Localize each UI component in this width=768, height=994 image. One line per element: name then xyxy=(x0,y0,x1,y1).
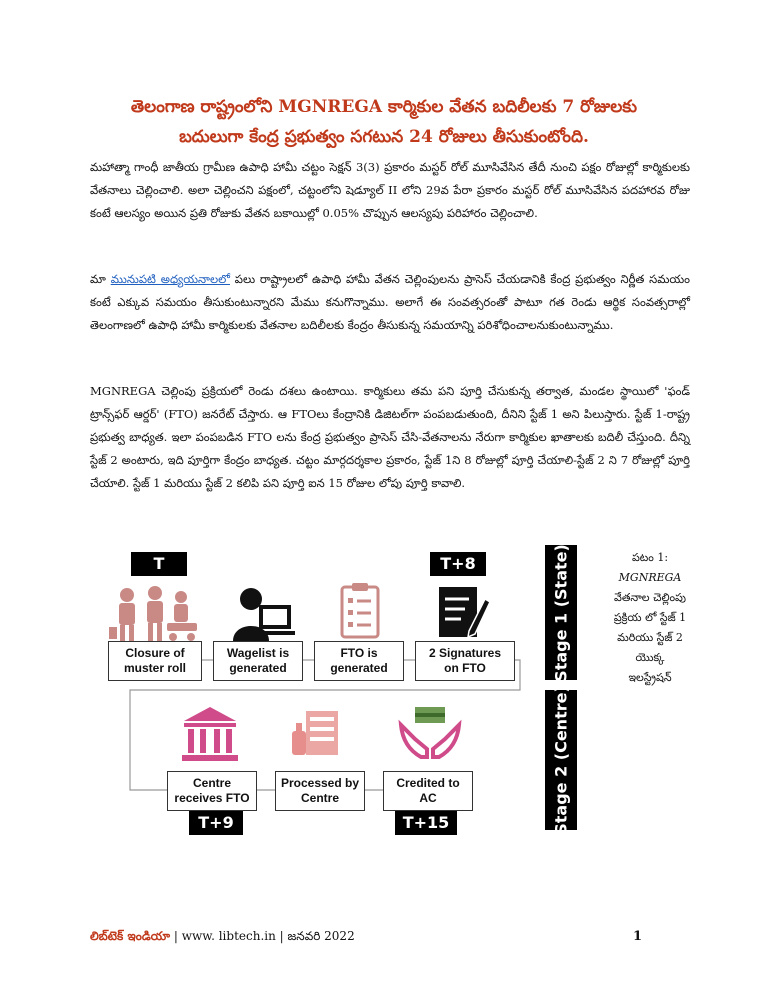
wagelist-generated-box: Wagelist is generated xyxy=(213,641,303,681)
paragraph-1: మహాత్మా గాంధీ జాతీయ గ్రామీణ ఉపాధి హామీ చట్టం సెక్షన్ 3(3) ప్రకారం మస్టర్ రోల్ మూసివేసిన తేదీ నుంచి పక్షం రోజుల్లో కార్మికులకు వేతనాలు చెల్లించాలి. అలా చెల్లించని పక్షంలో, చట్టంలోని షెడ్యూల్ II లోని 29వ పేరా ప్రకారం మస్టర్ రోల్ మూసివేసిన పదహారవ రోజు కంటే ఆలస్యం అయిన ప్రతి రోజుకు వేతన బకాయిల్లో 0.05% చొప్పున ఆలస్యపు పరిహారం చెల్లించాలి. xyxy=(90,160,690,220)
payment-process-figure xyxy=(105,545,585,835)
page-number: 1 xyxy=(633,929,643,944)
signature-icon xyxy=(435,581,491,643)
paragraph-2-body: పలు రాష్ట్రాలలో ఉపాధి హామీ వేతన చెల్లింపులను ప్రాసెస్ చేయడానికి కేంద్ర ప్రభుత్వం నిర్ణీత సమయం కంటే ఎక్కువ సమయం తీసుకుంటున్నారని మేము కనుగొన్నాము. అలాగే ఈ సంవత్సరంతో పాటూ గత రెండు ఆర్థిక సంవత్సరాల్లో తెలంగాణలో ఉపాధి హామీ కార్మికులకు వేతనాల బదిలీలకు కేంద్రం తీసుకున్న సమయాన్ని పరిశోధించాలనుకుంటున్నాము. xyxy=(90,272,691,332)
closure-muster-roll-box: Closure of muster roll xyxy=(108,641,202,681)
paragraph-2 xyxy=(90,268,690,337)
server-icon xyxy=(288,707,344,763)
fto-generated-box: FTO is generated xyxy=(314,641,404,681)
credited-to-ac-box: Credited to AC xyxy=(383,771,473,811)
centre-receives-fto-box: Centre receives FTO xyxy=(167,771,257,811)
stage-1-label: Stage 1 (State) xyxy=(545,545,577,680)
money-hands-icon xyxy=(397,703,463,763)
tag-t-plus-15: T+15 xyxy=(395,811,457,835)
footer-info: | www. libtech.in | జనవరి 2022 xyxy=(170,929,355,943)
computer-user-icon xyxy=(227,583,297,643)
page-footer xyxy=(90,929,355,946)
footer-brand: లిబ్‌టెక్ ఇండియా xyxy=(90,929,171,943)
paragraph-2-prefix: మా xyxy=(90,272,111,286)
title-line-2: బదులుగా కేంద్ర ప్రభుత్వం సగటున 24 రోజులు తీసుకుంటోంది. xyxy=(179,127,589,147)
checklist-icon xyxy=(337,581,387,643)
previous-studies-link[interactable]: మునుపటి అధ్యయనాలలో xyxy=(110,272,230,286)
paragraph-3: MGNREGA చెల్లింపు ప్రక్రియలో రెండు దశలు ఉంటాయి. కార్మికులు తమ పని పూర్తి చేసుకున్న తర్వాత, మండల స్థాయిలో 'ఫండ్ ట్రాన్స్‌ఫర్ ఆర్డర్' (FTO) జనరేట్ చేస్తారు. ఆ FTOలు కేంద్రానికి డిజిటల్‌గా పంపబడుతుంది, దీనిని స్టేజ్ 1 అని పిలుస్తారు. స్టేజ్ 1-రాష్ట్ర ప్రభుత్వ బాధ్యత. ఇలా పంపబడిన FTO లను కేంద్ర ప్రభుత్వం ప్రాసెస్ చేసి-వేతనాలను నేరుగా కార్మికుల ఖాతాలకు బదిలీ చేస్తుంది. దీన్ని స్టేజ్ 2 అంటారు, ఇది పూర్తిగా కేంద్రం బాధ్యత. చట్టం మార్గదర్శకాల ప్రకారం, స్టేజ్ 1ని 8 రోజుల్లో పూర్తి చేయాలి-స్టేజ్ 2 ని 7 రోజుల్లో పూర్తి చేయాలి. స్టేజ్ 1 మరియు స్టేజ్ 2 కలిపి పని పూర్తి ఐన 15 రోజుల లోపు పూర్తి కావాలి. xyxy=(90,384,690,490)
processed-by-centre-box: Processed by Centre xyxy=(275,771,365,811)
stage-2-label: Stage 2 (Centre) xyxy=(545,690,577,830)
tag-t-plus-8: T+8 xyxy=(430,552,486,576)
tag-t: T xyxy=(131,552,187,576)
title-line-1: తెలంగాణ రాష్ట్రంలోని MGNREGA కార్మికుల వేతన బదిలీలకు 7 రోజులకు xyxy=(130,97,638,117)
fto-signatures-box: 2 Signatures on FTO xyxy=(415,641,515,681)
figure-caption: పటం 1: MGNREGA వేతనాల చెల్లింపు ప్రక్రియ లో స్టేజ్ 1 మరియు స్టేజ్ 2 యొక్క ఇలస్ట్రేషన్ xyxy=(613,551,687,684)
workers-icon xyxy=(107,583,202,643)
government-building-icon xyxy=(180,705,240,763)
tag-t-plus-9: T+9 xyxy=(189,811,243,835)
document-title xyxy=(60,92,708,152)
